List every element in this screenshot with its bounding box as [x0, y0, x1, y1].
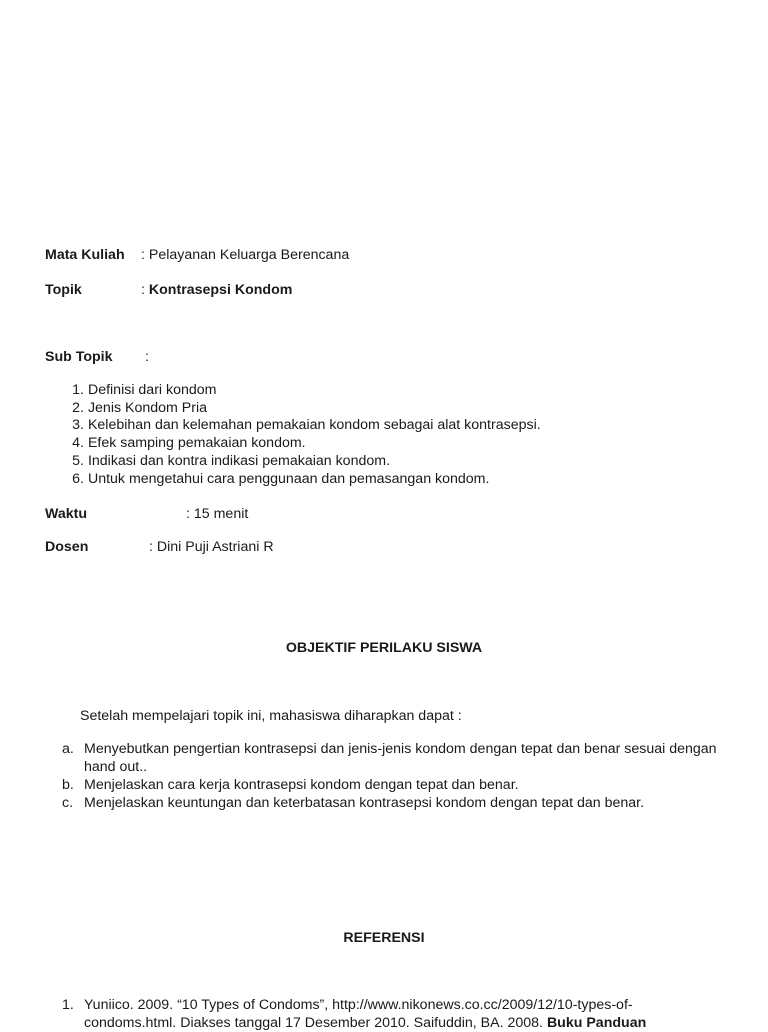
- sub-topic-number: 6.: [72, 471, 84, 487]
- sub-topic-number: 2.: [72, 400, 84, 416]
- sub-topik-separator: :: [145, 349, 149, 365]
- sub-topic-number: 5.: [72, 453, 84, 469]
- mata-kuliah-label: Mata Kuliah: [45, 247, 125, 263]
- sub-topic-text: Efek samping pemakaian kondom.: [87, 435, 306, 451]
- topik-separator: :: [141, 282, 149, 298]
- mata-kuliah-value: : Pelayanan Keluarga Berencana: [141, 247, 350, 263]
- objective-letter: b.: [62, 777, 74, 793]
- reference-bold-title: Buku Panduan: [546, 1015, 647, 1031]
- sub-topic-text: Indikasi dan kontra indikasi pemakaian kondom.: [87, 453, 391, 469]
- dosen-value: : Dini Puji Astriani R: [149, 539, 274, 555]
- reference-number: 1.: [62, 997, 74, 1013]
- topik-value-line: [141, 281, 292, 299]
- sub-topik-label: Sub Topik: [45, 349, 113, 365]
- waktu-value: : 15 menit: [186, 506, 249, 522]
- objective-letter: c.: [62, 795, 74, 811]
- objective-text: Menyebutkan pengertian kontrasepsi dan jenis-jenis kondom dengan tepat dan benar sesuai dengan hand out..: [84, 741, 717, 775]
- sub-topic-item: [62, 381, 217, 399]
- sub-topic-text: Untuk mengetahui cara penggunaan dan pemasangan kondom.: [87, 471, 490, 487]
- objective-text: Menjelaskan cara kerja kontrasepsi kondom dengan tepat dan benar.: [84, 777, 519, 793]
- objektif-intro: Setelah mempelajari topik ini, mahasiswa diharapkan dapat :: [80, 708, 462, 724]
- sub-topic-text: Kelebihan dan kelemahan pemakaian kondom sebagai alat kontrasepsi.: [87, 417, 541, 433]
- reference-text-wrap: [84, 996, 724, 1032]
- sub-topic-item: [62, 416, 541, 434]
- sub-topic-number: 3.: [72, 417, 84, 433]
- sub-topic-item: [62, 434, 306, 452]
- sub-topic-item: [62, 452, 390, 470]
- sub-topic-number: 4.: [72, 435, 84, 451]
- waktu-label: Waktu: [45, 506, 88, 522]
- objective-text: Menjelaskan keuntungan dan keterbatasan kontrasepsi kondom dengan tepat dan benar.: [84, 795, 645, 811]
- topik-value: Kontrasepsi Kondom: [148, 282, 293, 298]
- sub-topic-text: Jenis Kondom Pria: [87, 400, 208, 416]
- objective-letter: a.: [62, 741, 74, 757]
- sub-topic-text: Definisi dari kondom: [87, 382, 217, 398]
- sub-topic-number: 1.: [72, 382, 84, 398]
- sub-topic-item: [62, 399, 207, 417]
- dosen-label: Dosen: [45, 539, 89, 555]
- objektif-heading: OBJEKTIF PERILAKU SISWA: [285, 640, 483, 656]
- referensi-heading: REFERENSI: [343, 930, 425, 946]
- topik-label: Topik: [45, 282, 82, 298]
- sub-topic-item: [62, 470, 489, 488]
- reference-text: Yuniico. 2009. “10 Types of Condoms”, http://www.nikonews.co.cc/2009/12/10-types-of-condoms.html. Diakses tanggal 17 Desember 2010. Saifuddin, BA. 2008.: [84, 997, 633, 1031]
